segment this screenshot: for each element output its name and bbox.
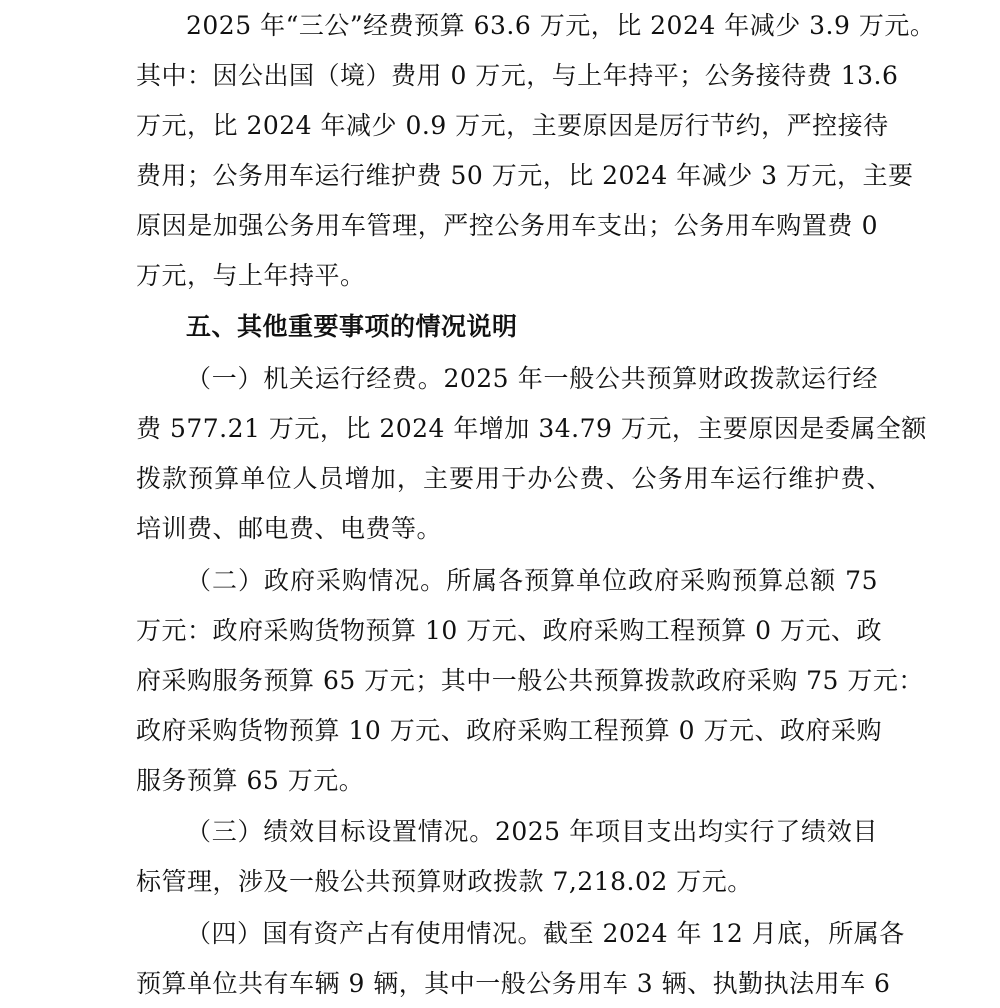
paragraph-line: 费用；公务用车运行维护费 50 万元，比 2024 年减少 3 万元，主要 xyxy=(136,161,914,190)
paragraph-line: 万元：政府采购货物预算 10 万元、政府采购工程预算 0 万元、政 xyxy=(136,616,883,645)
paragraph-line: （一）机关运行经费。2025 年一般公共预算财政拨款运行经 xyxy=(186,364,878,393)
section-heading: 五、其他重要事项的情况说明 xyxy=(186,312,518,341)
paragraph-line: 标管理，涉及一般公共预算财政拨款 7,218.02 万元。 xyxy=(136,867,753,896)
paragraph-line: 其中：因公出国（境）费用 0 万元，与上年持平；公务接待费 13.6 xyxy=(136,61,899,90)
paragraph-line: 万元，比 2024 年减少 0.9 万元，主要原因是厉行节约，严控接待 xyxy=(136,111,889,140)
paragraph-line: （三）绩效目标设置情况。2025 年项目支出均实行了绩效目 xyxy=(186,817,878,846)
paragraph-line: 政府采购货物预算 10 万元、政府采购工程预算 0 万元、政府采购 xyxy=(136,716,883,745)
paragraph-line: 费 577.21 万元，比 2024 年增加 34.79 万元，主要原因是委属全额 xyxy=(136,414,927,443)
paragraph-line: 拨款预算单位人员增加，主要用于办公费、公务用车运行维护费、 xyxy=(136,464,892,493)
paragraph-line: 2025 年“三公”经费预算 63.6 万元，比 2024 年减少 3.9 万元。 xyxy=(186,11,936,40)
paragraph-line: 服务预算 65 万元。 xyxy=(136,766,365,795)
paragraph-line: 原因是加强公务用车管理，严控公务用车支出；公务用车购置费 0 xyxy=(136,211,878,240)
paragraph-line: （二）政府采购情况。所属各预算单位政府采购预算总额 75 xyxy=(186,566,878,595)
paragraph-line: 预算单位共有车辆 9 辆，其中一般公务用车 3 辆、执勤执法用车 6 xyxy=(136,969,891,998)
paragraph-line: 万元，与上年持平。 xyxy=(136,261,366,290)
paragraph-line: （四）国有资产占有使用情况。截至 2024 年 12 月底，所属各 xyxy=(186,919,905,948)
paragraph-line: 府采购服务预算 65 万元；其中一般公共预算拨款政府采购 75 万元： xyxy=(136,666,924,695)
paragraph-line: 培训费、邮电费、电费等。 xyxy=(136,514,443,543)
